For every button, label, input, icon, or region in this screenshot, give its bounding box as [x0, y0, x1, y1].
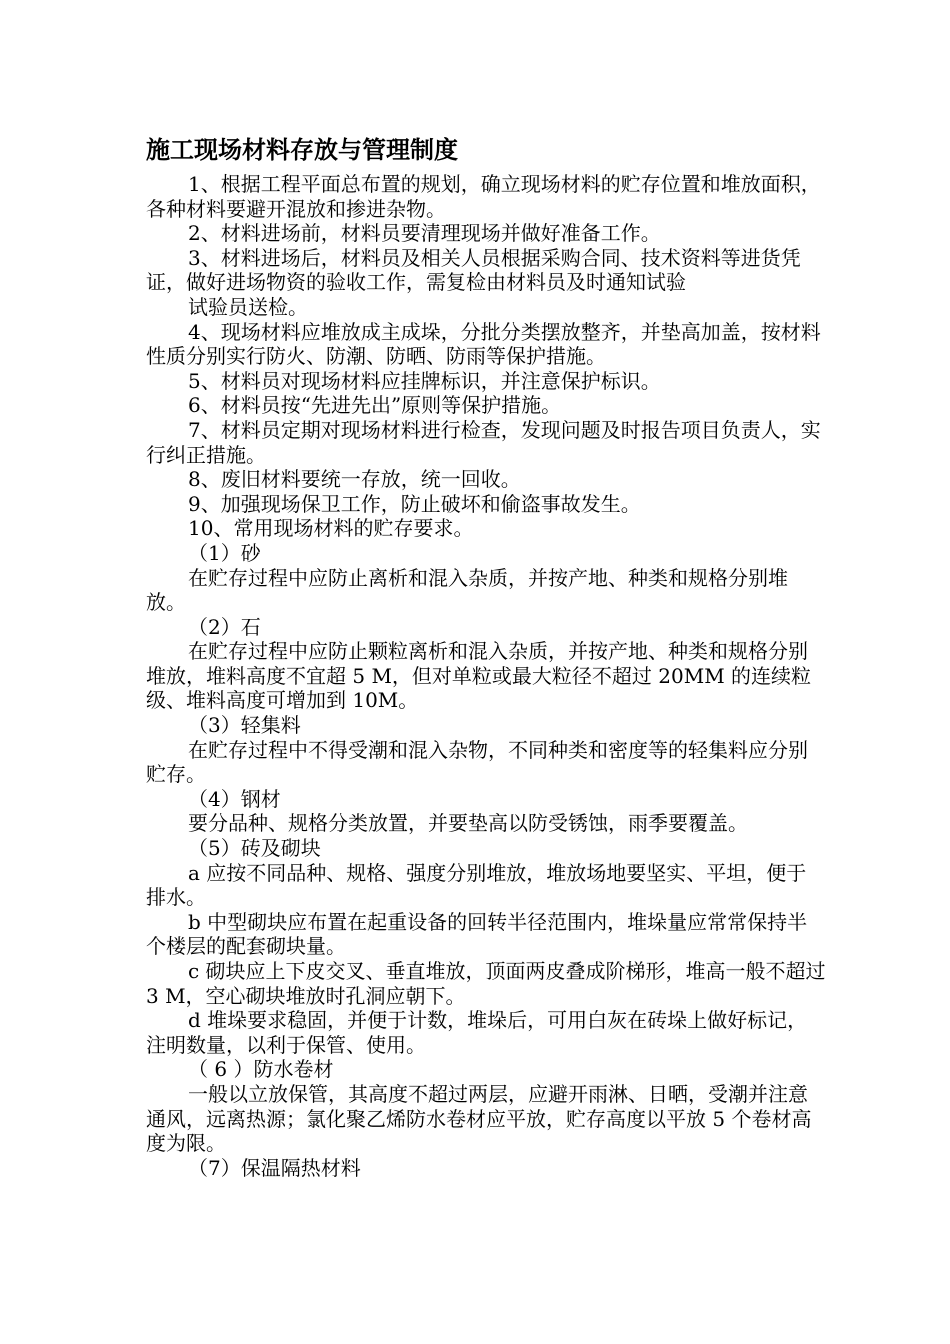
paragraph-7: 7、材料员定期对现场材料进行检查，发现问题及时报告项目负责人，实行纠正措施。: [146, 417, 821, 467]
section-stone-heading: （2）石: [188, 614, 261, 639]
paragraph-5: 5、材料员对现场材料应挂牌标识，并注意保护标识。: [188, 368, 661, 393]
paragraph-9: 9、加强现场保卫工作，防止破坏和偷盗事故发生。: [188, 491, 641, 516]
paragraph-3-continuation: 试验员送检。: [188, 294, 308, 319]
section-lightweight-aggregate-text: 在贮存过程中不得受潮和混入杂物，不同种类和密度等的轻集料应分别贮存。: [146, 737, 808, 787]
section-stone-text: 在贮存过程中应防止颗粒离析和混入杂质，并按产地、种类和规格分别堆放，堆料高度不宜超 5 M，但对单粒或最大粒径不超过 20MM 的连续粒级、堆料高度可增加到 10M。: [146, 639, 812, 713]
document-title: 施工现场材料存放与管理制度: [146, 136, 458, 164]
paragraph-3: 3、材料进场后，材料员及相关人员根据采购合同、技术资料等进货凭证，做好进场物资的验收工作，需复检由材料员及时通知试验: [146, 245, 801, 295]
section-steel-text: 要分品种、规格分类放置，并要垫高以防受锈蚀，雨季要覆盖。: [188, 811, 748, 836]
section-brick-item-d: d 堆垛要求稳固，并便于计数，堆垛后，可用白灰在砖垛上做好标记，注明数量，以利于保管、使用。: [146, 1008, 808, 1057]
paragraph-10: 10、常用现场材料的贮存要求。: [188, 516, 474, 541]
section-brick-item-a: a 应按不同品种、规格、强度分别堆放，堆放场地要坚实、平坦，便于排水。: [146, 860, 807, 910]
paragraph-1: 1、根据工程平面总布置的规划，确立现场材料的贮存位置和堆放面积，各种材料要避开混放和掺进杂物。: [146, 172, 821, 221]
paragraph-6: 6、材料员按“先进先出”原则等保护措施。: [188, 393, 562, 418]
paragraph-2: 2、材料进场前，材料员要清理现场并做好准备工作。: [188, 221, 661, 246]
section-sand-text: 在贮存过程中应防止离析和混入杂质，并按产地、种类和规格分别堆放。: [146, 565, 788, 615]
paragraph-8: 8、废旧材料要统一存放，统一回收。: [188, 467, 521, 492]
section-waterproof-text: 一般以立放保管，其高度不超过两层，应避开雨淋、日晒，受潮并注意通风，远离热源；氯化聚乙烯防水卷材应平放，贮存高度以平放 5 个卷材高度为限。: [146, 1081, 812, 1156]
section-insulation-heading: （7）保温隔热材料: [188, 1155, 361, 1180]
section-lightweight-aggregate-heading: （3）轻集料: [188, 713, 301, 738]
document-body: [146, 172, 832, 1180]
section-waterproof-heading: （ 6 ）防水卷材: [188, 1057, 334, 1082]
section-brick-heading: （5）砖及砌块: [188, 836, 321, 861]
paragraph-4: 4、现场材料应堆放成主成垛，分批分类摆放整齐，并垫高加盖，按材料性质分别实行防火、防潮、防晒、防雨等保护措施。: [146, 319, 821, 369]
section-sand-heading: （1）砂: [188, 540, 261, 565]
section-steel-heading: （4）钢材: [188, 786, 281, 811]
section-brick-item-c: c 砌块应上下皮交叉、垂直堆放，顶面两皮叠成阶梯形，堆高一般不超过 3 M，空心砌块堆放时孔洞应朝下。: [146, 959, 832, 1008]
section-brick-item-b: b 中型砌块应布置在起重设备的回转半径范围内，堆垛量应常常保持半个楼层的配套砌块量。: [146, 909, 808, 959]
